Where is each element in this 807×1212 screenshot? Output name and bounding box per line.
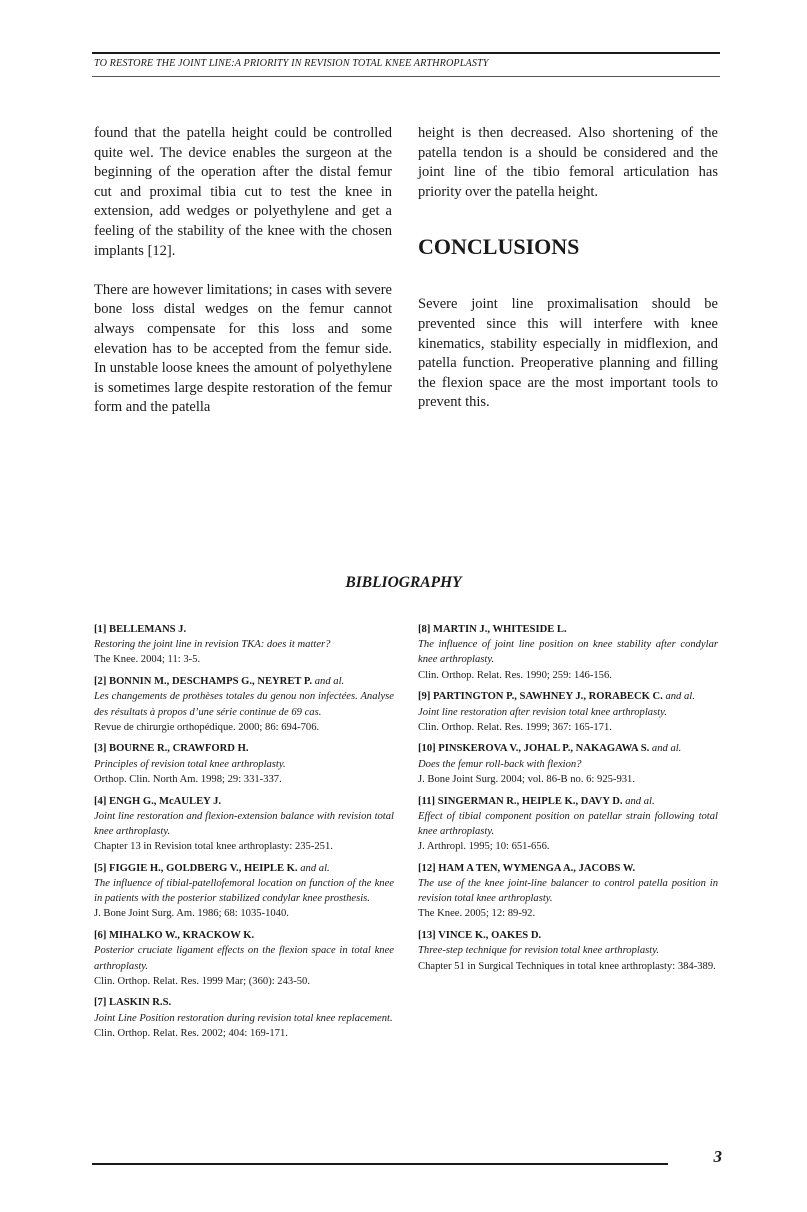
reference-author-names: [7] LASKIN R.S. [94,997,172,1009]
reference-title: Does the femur roll-back with flexion? [418,758,582,770]
reference-title: The influence of tibial-patellofemoral location on function of the knee in patients with the posterior stabilized condylar knee prosthesis. [94,878,394,905]
reference-author-names: [5] FIGGIE H., GOLDBERG V., HEIPLE K. [94,862,298,874]
reference-title: The use of the knee joint-line balancer to control patella position in revision total knee arthroplasty. [418,878,718,905]
reference-entry [418,928,718,974]
reference-source: Clin. Orthop. Relat. Res. 2002; 404: 169-171. [94,1027,288,1039]
reference-etal: and al. [625,795,655,807]
reference-authors [94,995,394,1010]
reference-source: Clin. Orthop. Relat. Res. 1999; 367: 165-171. [418,721,612,733]
reference-source: Revue de chirurgie orthopédique. 2000; 86: 694-706. [94,721,320,733]
reference-entry [94,861,394,922]
reference-title: The influence of joint line position on knee stability after condylar knee arthroplasty. [418,639,718,666]
running-header: TO RESTORE THE JOINT LINE:A PRIORITY IN REVISION TOTAL KNEE ARTHROPLASTY [94,58,489,69]
header-rule-top [92,52,720,54]
reference-authors [418,622,718,637]
reference-author-names: [11] SINGERMAN R., HEIPLE K., DAVY D. [418,795,623,807]
reference-entry [418,794,718,855]
conclusions-paragraph: Severe joint line proximalisation should be prevented since this will interfere with knee kinematics, stability especially in midflexion, and patella function. Preoperative planning and filling the flexion space are the most important tools to prevent this. [418,296,718,411]
reference-author-names: [2] BONNIN M., DESCHAMPS G., NEYRET P. [94,676,313,688]
reference-source: The Knee. 2004; 11: 3-5. [94,654,201,666]
bibliography-column-left [94,622,394,1048]
reference-entry [418,689,718,735]
reference-title: Joint Line Position restoration during revision total knee replacement. [94,1012,393,1024]
conclusions-heading: CONCLUSIONS [418,234,580,260]
body-paragraph: There are however limitations; in cases with severe bone loss distal wedges on the femur cannot always compensate for this loss and some elevation has to be accepted from the femur side. In unstable loose knees the amount of polyethylene is sometimes large despite restoration of the femur form and the patella [94,281,392,416]
reference-author-names: [9] PARTINGTON P., SAWHNEY J., RORABECK C. [418,691,663,703]
reference-authors [94,674,394,689]
reference-etal: and al. [651,743,682,755]
footer-rule [92,1163,668,1165]
reference-title: Three-step technique for revision total knee arthroplasty. [418,945,659,957]
body-paragraph: height is then decreased. Also shortening of the patella tendon is a should be considered and the joint line of the tibio femoral articulation has priority over the patella height. [418,125,718,200]
reference-entry [418,741,718,787]
reference-authors [418,794,718,809]
reference-entry [94,622,394,668]
reference-etal: and al. [314,676,345,688]
body-paragraph: found that the patella height could be controlled quite wel. The device enables the surgeon at the beginning of the operation after the distal femur cut and proximal tibia cut to test the knee in extension, add wedges or polyethylene and get a feeling of the stability of the knee with the chosen implants [12]. [94,125,392,259]
reference-source: J. Bone Joint Surg. 2004; vol. 86-B no. 6: 925-931. [418,773,635,785]
reference-authors [418,689,718,704]
reference-entry [94,995,394,1041]
reference-entry [418,622,718,683]
reference-author-names: [1] BELLEMANS J. [94,624,187,635]
body-column-left [94,124,392,418]
reference-authors [418,928,718,943]
reference-authors [94,928,394,943]
page-number: 3 [713,1147,722,1166]
reference-authors [418,741,718,756]
reference-entry [94,794,394,855]
reference-title: Posterior cruciate ligament effects on the flexion space in total knee arthroplasty. [94,945,394,972]
reference-entry [94,674,394,735]
reference-authors [94,741,394,756]
reference-author-names: [12] HAM A TEN, WYMENGA A., JACOBS W. [418,862,636,874]
reference-title: Joint line restoration after revision total knee arthroplasty. [418,706,667,718]
reference-source: Chapter 13 in Revision total knee arthroplasty: 235-251. [94,841,333,853]
reference-authors [418,861,718,876]
reference-author-names: [13] VINCE K., OAKES D. [418,930,542,942]
header-rule-bottom [92,76,720,77]
reference-authors [94,622,394,637]
reference-source: The Knee. 2005; 12: 89-92. [418,908,536,920]
reference-authors [94,794,394,809]
reference-source: J. Arthropl. 1995; 10: 651-656. [418,841,550,853]
reference-author-names: [8] MARTIN J., WHITESIDE L. [418,624,567,635]
reference-source: Clin. Orthop. Relat. Res. 1990; 259: 146-156. [418,669,612,681]
reference-source: Clin. Orthop. Relat. Res. 1999 Mar; (360): 243-50. [94,975,310,987]
reference-author-names: [6] MIHALKO W., KRACKOW K. [94,930,255,942]
reference-etal: and al. [665,691,695,703]
reference-source: Orthop. Clin. North Am. 1998; 29: 331-337. [94,773,282,785]
reference-author-names: [3] BOURNE R., CRAWFORD H. [94,743,249,755]
reference-title: Restoring the joint line in revision TKA: does it matter? [94,639,331,651]
reference-entry [94,928,394,989]
bibliography-title: BIBLIOGRAPHY [345,574,462,591]
reference-source: Chapter 51 in Surgical Techniques in total knee arthroplasty: 384-389. [418,960,716,972]
body-column-right [418,124,718,413]
reference-title: Les changements de prothèses totales du genou non infectées. Analyse des résultats à propos d’une série continue de 69 cas. [94,691,394,718]
reference-title: Principles of revision total knee arthroplasty. [94,758,286,770]
bibliography-column-right [418,622,718,980]
reference-title: Joint line restoration and flexion-extension balance with revision total knee arthroplasty. [94,810,394,837]
reference-entry [418,861,718,922]
reference-author-names: [10] PINSKEROVA V., JOHAL P., NAKAGAWA S. [418,743,650,755]
reference-etal: and al. [300,862,330,874]
reference-authors [94,861,394,876]
reference-entry [94,741,394,787]
reference-author-names: [4] ENGH G., McAULEY J. [94,795,222,807]
reference-title: Effect of tibial component position on patellar strain following total knee arthroplasty. [418,810,718,837]
reference-source: J. Bone Joint Surg. Am. 1986; 68: 1035-1040. [94,908,289,920]
